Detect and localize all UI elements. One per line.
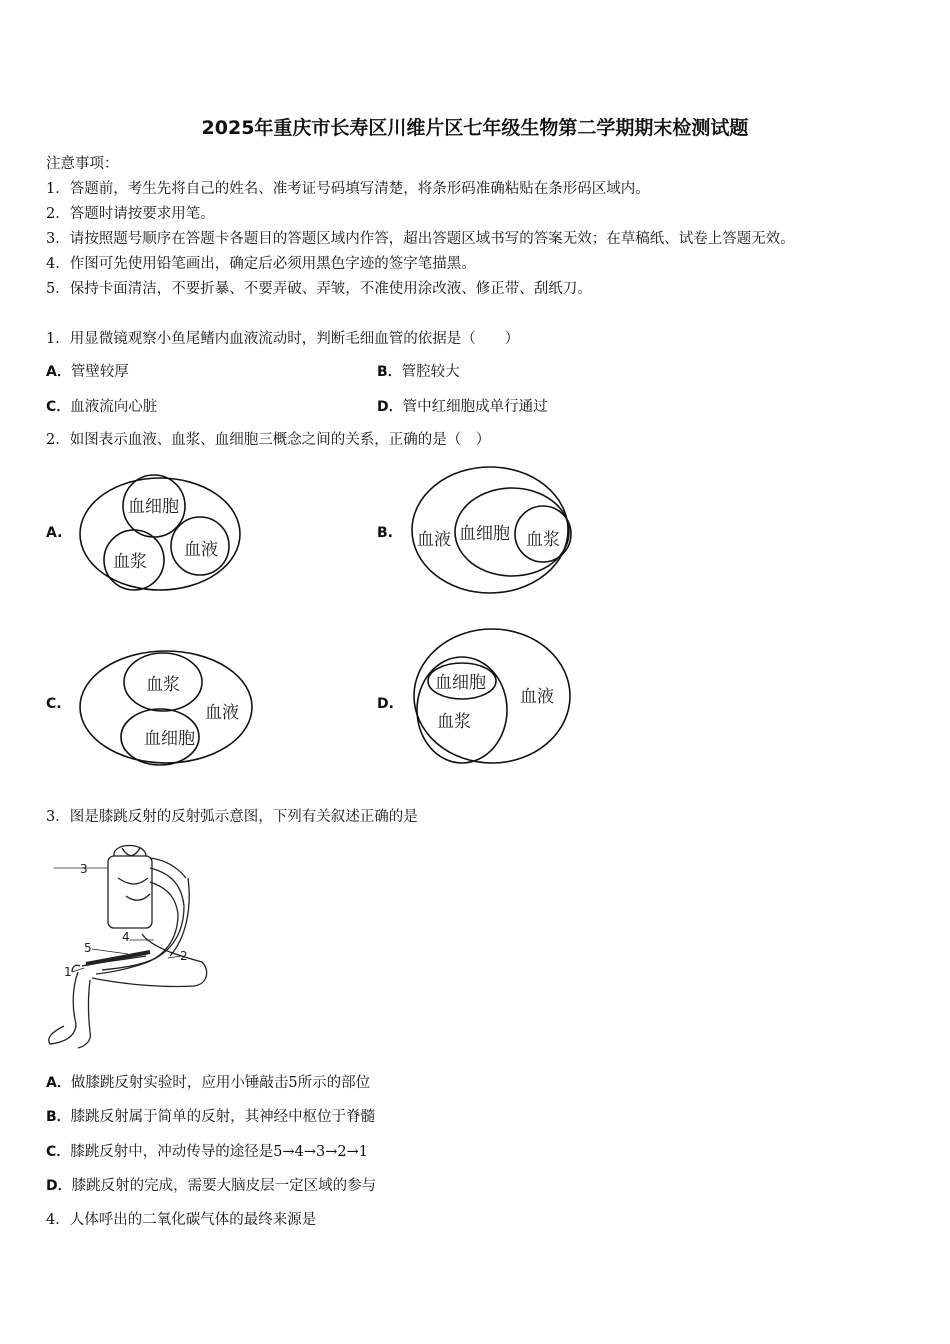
q2-diagram-b <box>410 464 576 596</box>
q3-option-a[interactable] <box>46 1071 370 1092</box>
option-text: 管腔较大 <box>401 364 460 380</box>
label-blood: 血液 <box>184 540 218 560</box>
label-cells: 血细胞 <box>435 673 486 693</box>
label-cells: 血细胞 <box>144 729 195 749</box>
notice-item: 1．答题前，考生先将自己的姓名、准考证号码填写清楚，将条形码准确粘贴在条形码区域内。 <box>46 181 650 197</box>
label-plasma: 血浆 <box>437 712 471 732</box>
option-letter: D． <box>46 1178 72 1194</box>
grey-matter <box>122 848 140 856</box>
q2-diagram-d <box>410 626 578 766</box>
option-text: 管中红细胞成单行通过 <box>402 399 548 415</box>
q1-option-a[interactable] <box>46 360 129 381</box>
spinal-cord-top <box>114 846 146 857</box>
label-plasma: 血浆 <box>146 675 180 695</box>
label-blood: 血液 <box>205 703 239 723</box>
lower-leg <box>49 972 78 1044</box>
option-text: 膝跳反射中，冲动传导的途径是5→4→3→2→1 <box>70 1144 369 1160</box>
q2-option-b-letter[interactable]: B. <box>377 525 393 541</box>
label-cells: 血细胞 <box>128 497 179 517</box>
option-letter: A． <box>46 364 71 380</box>
notice-item: 4．作图可先使用铅笔画出，确定后必须用黑色字迹的签字笔描黑。 <box>46 256 476 272</box>
label-blood: 血液 <box>417 530 451 550</box>
grey-matter-2 <box>118 878 148 884</box>
option-letter: C． <box>46 1144 71 1160</box>
question-4-stem: 4．人体呼出的二氧化碳气体的最终来源是 <box>46 1212 317 1228</box>
option-text: 做膝跳反射实验时，应用小锤敲击5所示的部位 <box>70 1075 371 1091</box>
option-letter: B． <box>46 1109 71 1125</box>
option-text: 血液流向心脏 <box>70 399 158 415</box>
notice-item: 3．请按照题号顺序在答题卡各题目的答题区域内作答，超出答题区域书写的答案无效；在草稿纸、试卷上答题无效。 <box>46 231 795 247</box>
q2-option-a-letter[interactable]: A. <box>46 525 63 541</box>
q1-option-c[interactable] <box>46 395 157 416</box>
fig-label-1: 1 <box>64 965 72 979</box>
q2-diagram-a <box>78 474 244 594</box>
q2-option-c-letter[interactable]: C. <box>46 696 62 712</box>
label-plasma: 血浆 <box>113 552 147 572</box>
q2-diagram-c <box>78 648 258 766</box>
question-3-stem: 3．图是膝跳反射的反射弧示意图，下列有关叙述正确的是 <box>46 809 418 825</box>
option-letter: A． <box>46 1075 71 1091</box>
q3-option-c[interactable] <box>46 1140 368 1161</box>
leader-1 <box>72 968 84 972</box>
option-text: 管壁较厚 <box>70 364 129 380</box>
option-text: 膝跳反射属于简单的反射，其神经中枢位于脊髓 <box>70 1109 376 1125</box>
muscle-band <box>86 952 150 964</box>
label-cells: 血细胞 <box>459 524 510 544</box>
knee-reflex-diagram <box>42 838 217 1052</box>
label-plasma: 血浆 <box>526 530 560 550</box>
q1-option-d[interactable] <box>377 395 548 416</box>
q2-option-d-letter[interactable]: D. <box>377 696 394 712</box>
option-letter: C． <box>46 399 71 415</box>
option-letter: D． <box>377 399 403 415</box>
q1-option-b[interactable] <box>377 360 460 381</box>
q3-option-b[interactable] <box>46 1105 375 1126</box>
option-letter: B． <box>377 364 402 380</box>
notice-heading: 注意事项： <box>46 156 119 172</box>
label-blood: 血液 <box>520 687 554 707</box>
option-text: 膝跳反射的完成，需要大脑皮层一定区域的参与 <box>71 1178 377 1194</box>
fig-label-3: 3 <box>80 862 88 876</box>
leader-5 <box>92 949 128 954</box>
fig-label-4: 4 <box>122 930 130 944</box>
outer-ellipse <box>80 478 240 590</box>
q3-option-d[interactable] <box>46 1174 376 1195</box>
question-2-stem: 2．如图表示血液、血浆、血细胞三概念之间的关系，正确的是（ ） <box>46 432 491 448</box>
notice-item: 2．答题时请按要求用笔。 <box>46 206 215 222</box>
grey-matter-3 <box>126 894 150 900</box>
page-title: 2025年重庆市长寿区川维片区七年级生物第二学期期末检测试题 <box>201 117 749 139</box>
lower-leg-back <box>78 980 90 1048</box>
fig-label-2: 2 <box>180 949 188 963</box>
spinal-cord <box>108 856 152 928</box>
notice-item: 5．保持卡面清洁，不要折暴、不要弄破、弄皱，不准使用涂改液、修正带、刮纸刀。 <box>46 281 592 297</box>
question-1-stem: 1．用显微镜观察小鱼尾鳍内血液流动时，判断毛细血管的依据是（ ） <box>46 331 520 347</box>
fig-label-5: 5 <box>84 941 92 955</box>
